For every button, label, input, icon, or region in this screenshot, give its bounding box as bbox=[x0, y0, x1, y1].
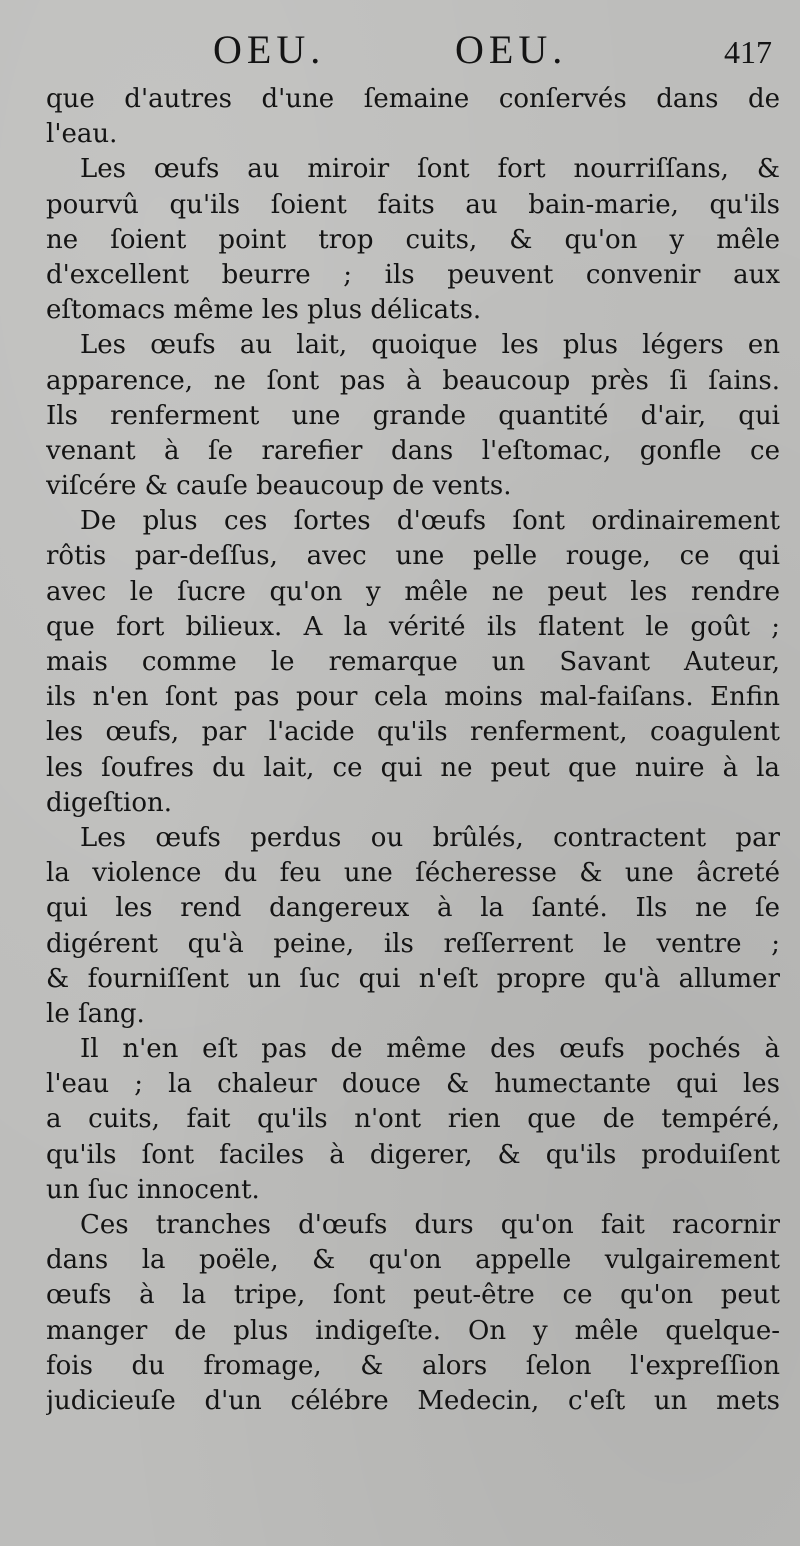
text-line: l'eau ; la chaleur douce & humectante qui les bbox=[46, 1069, 780, 1100]
text-line: Il n'en eſt pas de même des œufs pochés à bbox=[80, 1034, 780, 1065]
body-text bbox=[46, 82, 780, 1419]
text-line: Les œufs au miroir ſont fort nourriſſans, & bbox=[80, 154, 780, 185]
text-line: Ils renferment une grande quantité d'air, qui bbox=[46, 400, 780, 431]
text-line: digérent qu'à peine, ils reſſerrent le ventre ; bbox=[46, 928, 780, 959]
text-line: ne ſoient point trop cuits, & qu'on y mêle bbox=[46, 224, 780, 255]
text-line: ils n'en ſont pas pour cela moins mal-faiſans. Enfin bbox=[46, 682, 780, 713]
running-title-right: OEU. bbox=[455, 27, 568, 72]
text-line: venant à ſe rarefier dans l'eſtomac, gonfle ce bbox=[46, 435, 780, 466]
text-line: les œufs, par l'acide qu'ils renferment, coagulent bbox=[46, 717, 780, 748]
page-number: 417 bbox=[724, 34, 772, 70]
text-line: avec le ſucre qu'on y mêle ne peut les rendre bbox=[46, 576, 780, 607]
text-line: & fourniſſent un ſuc qui n'eſt propre qu'à allumer bbox=[46, 963, 780, 994]
text-line: De plus ces ſortes d'œufs ſont ordinairement bbox=[80, 506, 780, 537]
running-title-left: OEU. bbox=[213, 27, 326, 72]
text-line: qu'ils ſont faciles à digerer, & qu'ils produiſent bbox=[46, 1139, 780, 1170]
text-line: apparence, ne ſont pas à beaucoup près ſi ſains. bbox=[46, 365, 780, 396]
text-line: qui les rend dangereux à la ſanté. Ils ne ſe bbox=[46, 893, 780, 924]
text-line: l'eau. bbox=[46, 119, 118, 150]
text-line: a cuits, fait qu'ils n'ont rien que de tempéré, bbox=[46, 1104, 780, 1135]
text-line: rôtis par-deſſus, avec une pelle rouge, ce qui bbox=[46, 541, 780, 572]
text-line: viſcére & cauſe beaucoup de vents. bbox=[46, 471, 512, 502]
text-line: que fort bilieux. A la vérité ils flatent le goût ; bbox=[46, 611, 780, 642]
text-line: judicieuſe d'un célébre Medecin, c'eſt un mets bbox=[46, 1385, 780, 1416]
text-line: digeſtion. bbox=[46, 787, 173, 818]
text-line: mais comme le remarque un Savant Auteur, bbox=[46, 647, 780, 677]
page-header bbox=[0, 20, 800, 84]
text-line: que d'autres d'une ſemaine conſervés dans de bbox=[46, 84, 780, 114]
text-line: œufs à la tripe, ſont peut-être ce qu'on peut bbox=[46, 1280, 780, 1311]
text-line: les ſoufres du lait, ce qui ne peut que nuire à la bbox=[46, 752, 780, 783]
text-line: d'excellent beurre ; ils peuvent convenir aux bbox=[46, 259, 780, 290]
text-line: Les œufs au lait, quoique les plus légers en bbox=[80, 330, 780, 361]
text-line: Les œufs perdus ou brûlés, contractent par bbox=[80, 822, 780, 853]
text-line: le ſang. bbox=[46, 998, 145, 1029]
text-line: fois du fromage, & alors ſelon l'expreſſion bbox=[46, 1350, 780, 1381]
text-line: eſtomacs même les plus délicats. bbox=[46, 295, 482, 326]
text-line: Ces tranches d'œufs durs qu'on fait racornir bbox=[80, 1210, 780, 1240]
text-line: pourvû qu'ils ſoient faits au bain-marie, qu'ils bbox=[46, 189, 780, 220]
text-line: un ſuc innocent. bbox=[46, 1174, 260, 1205]
text-line: la violence du feu une ſécheresse & une âcreté bbox=[46, 858, 780, 889]
text-line: dans la poële, & qu'on appelle vulgairement bbox=[46, 1245, 780, 1276]
text-line: manger de plus indigeſte. On y mêle quelque- bbox=[46, 1315, 780, 1346]
